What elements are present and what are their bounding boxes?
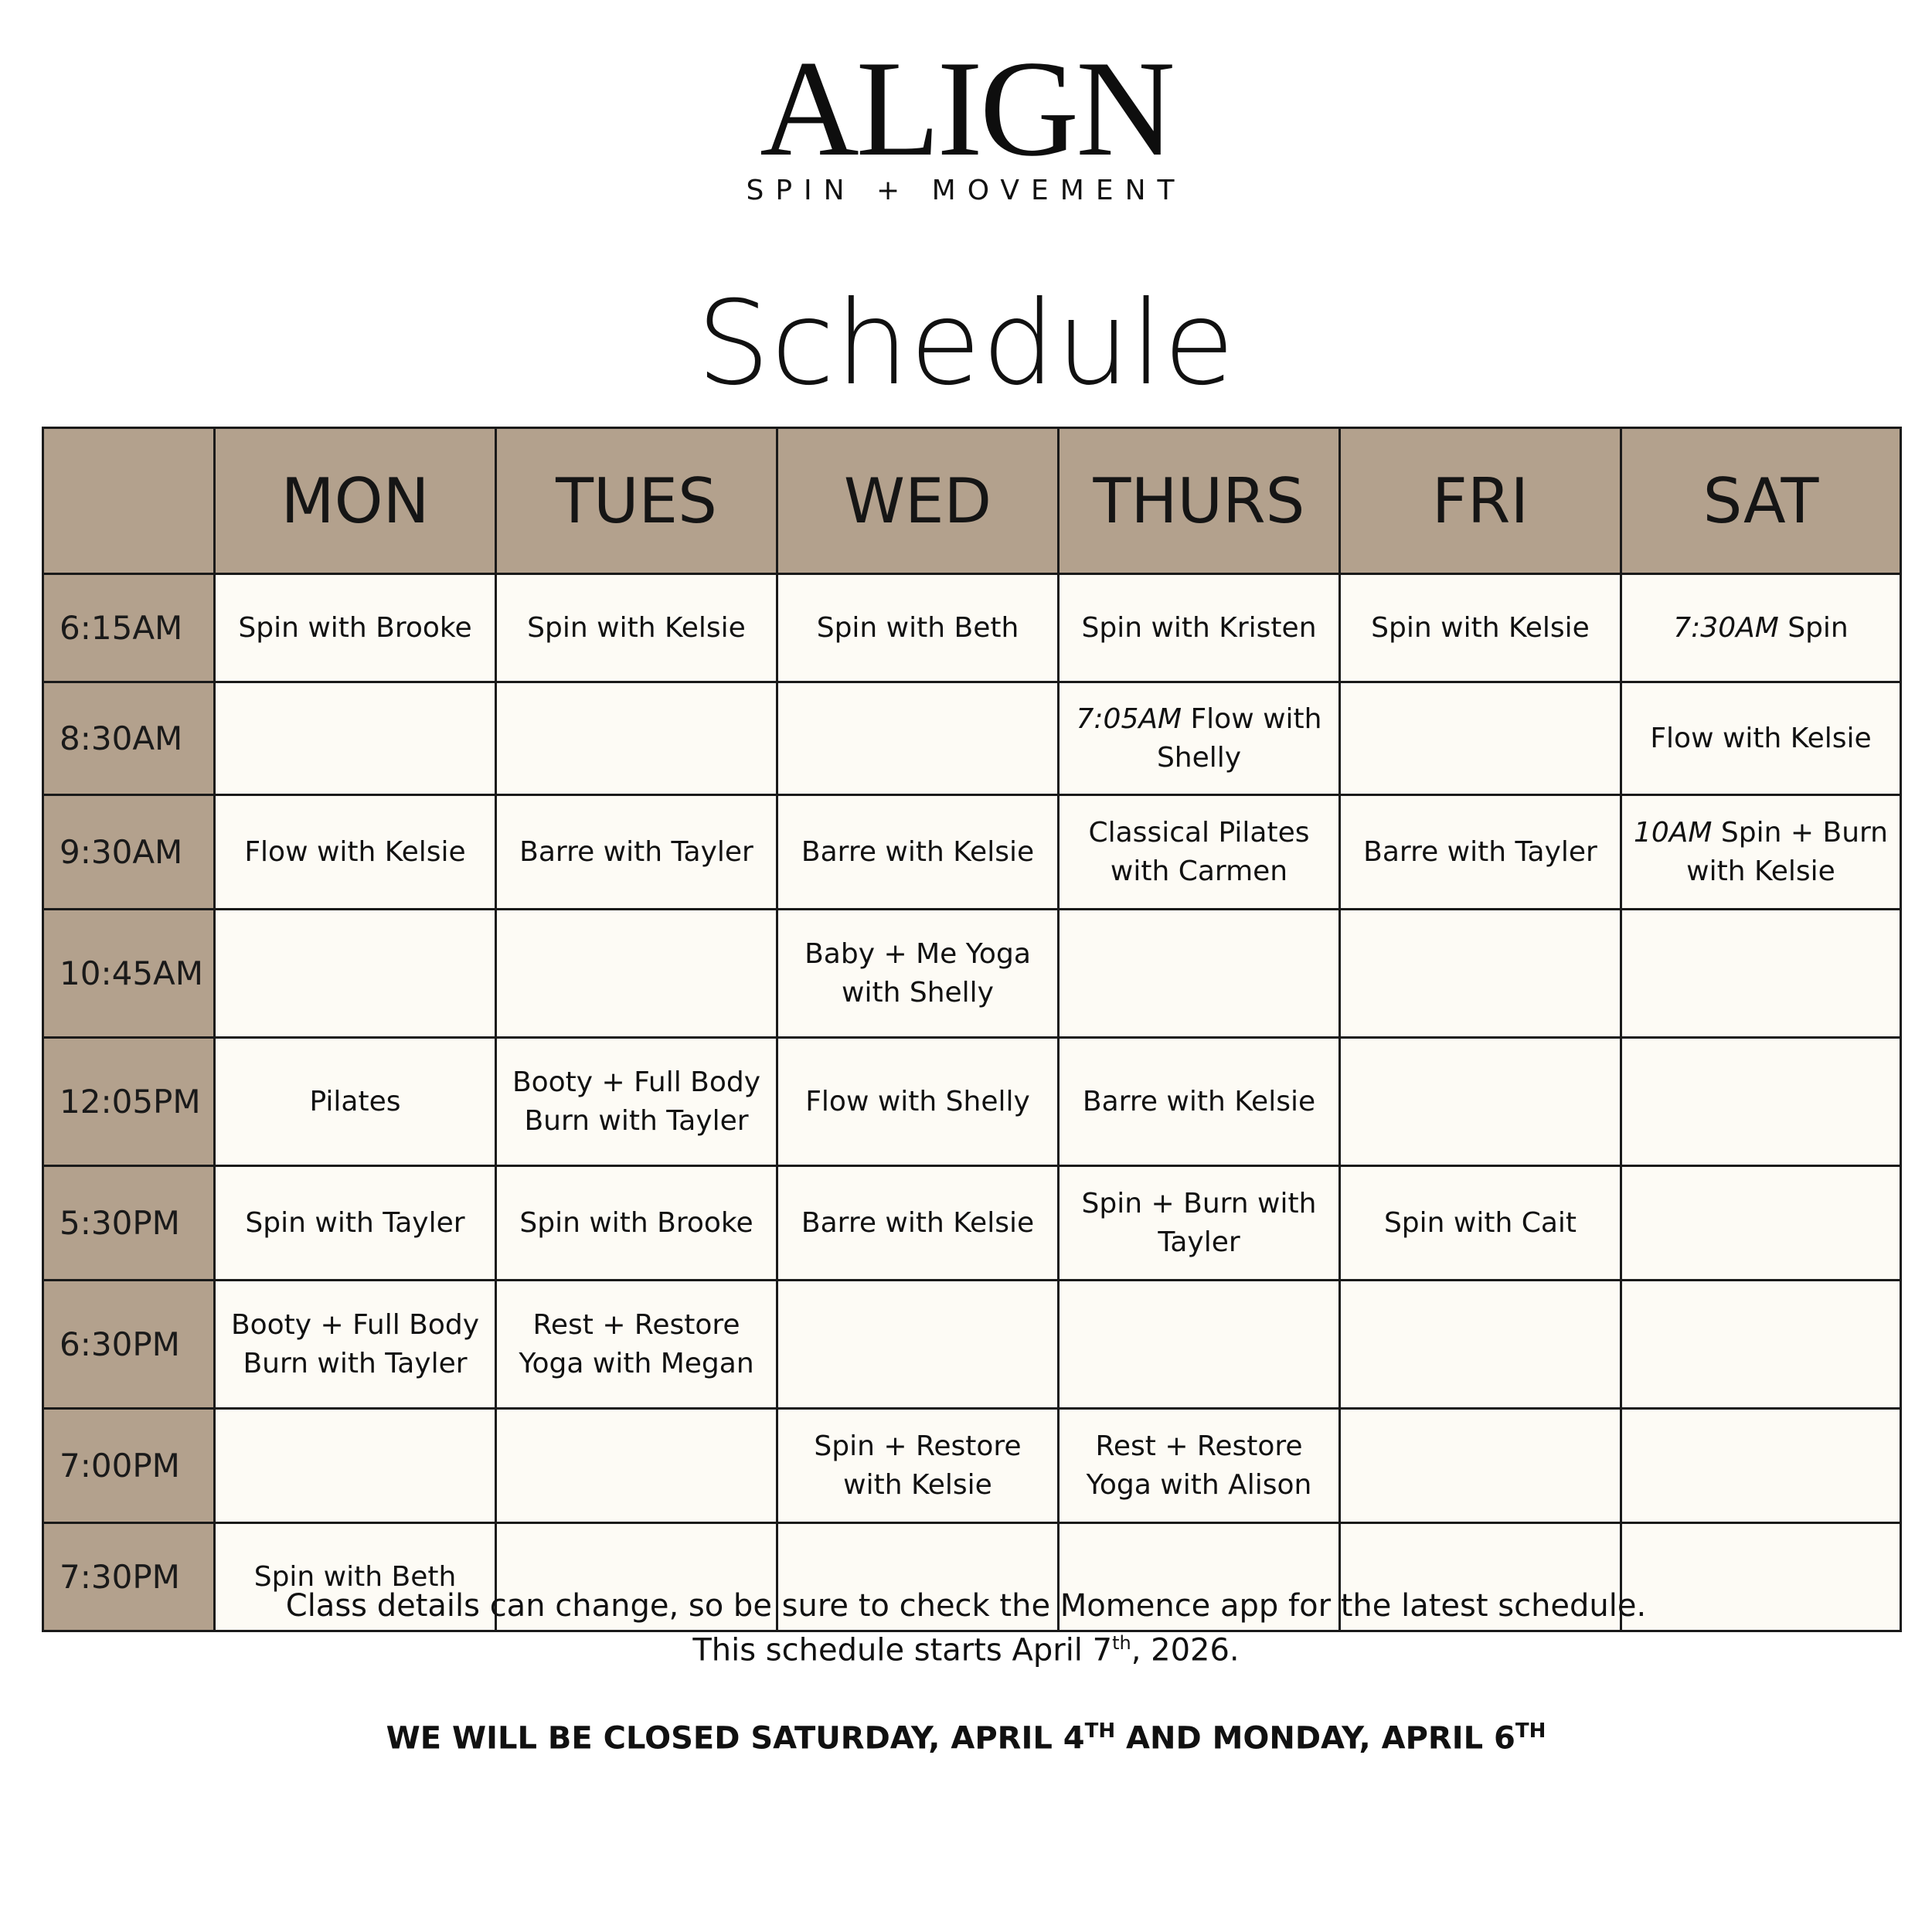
time-label: 9:30AM	[43, 795, 215, 910]
class-name: Spin with Brooke	[519, 1206, 753, 1239]
class-name: Spin with Beth	[253, 1560, 457, 1593]
class-cell-fri	[1340, 574, 1621, 682]
class-cell-wed	[777, 1409, 1059, 1523]
class-cell-wed	[777, 1166, 1059, 1281]
day-header-tues: TUES	[496, 428, 777, 574]
class-name: Flow with Kelsie	[1650, 722, 1872, 754]
class-cell-tues	[496, 1166, 777, 1281]
class-name: Classical Pilates with Carmen	[1088, 816, 1310, 887]
logo-wordmark: ALIGN	[760, 32, 1172, 185]
class-name: Booty + Full Body Burn with Tayler	[230, 1308, 480, 1379]
class-name: Barre with Tayler	[519, 835, 753, 868]
class-cell-sat	[1621, 1409, 1901, 1523]
corner-cell	[43, 428, 215, 574]
class-name: Spin with Beth	[816, 611, 1019, 644]
day-header-wed: WED	[777, 428, 1059, 574]
class-cell-sat	[1621, 910, 1901, 1038]
closure-suffix-1: TH	[1084, 1719, 1116, 1743]
class-cell-mon	[215, 910, 496, 1038]
class-cell-thurs	[1059, 1281, 1340, 1409]
time-label: 6:15AM	[43, 574, 215, 682]
class-cell-mon	[215, 1166, 496, 1281]
schedule-table	[42, 427, 1902, 1632]
class-cell-tues	[496, 910, 777, 1038]
class-cell-tues	[496, 682, 777, 795]
class-cell-fri	[1340, 1409, 1621, 1523]
class-name: Spin with Cait	[1383, 1206, 1577, 1239]
class-cell-wed	[777, 682, 1059, 795]
class-name: Booty + Full Body Burn with Tayler	[512, 1066, 761, 1137]
schedule-row	[43, 910, 1901, 1038]
class-cell-wed	[777, 910, 1059, 1038]
class-cell-tues	[496, 1038, 777, 1166]
class-cell-sat	[1621, 682, 1901, 795]
class-cell-tues	[496, 1409, 777, 1523]
logo-tagline: SPIN + MOVEMENT	[746, 175, 1186, 206]
time-label: 10:45AM	[43, 910, 215, 1038]
schedule-row	[43, 1038, 1901, 1166]
schedule-row	[43, 1281, 1901, 1409]
class-name: Barre with Kelsie	[801, 1206, 1035, 1239]
class-cell-thurs	[1059, 910, 1340, 1038]
note-line-1: Class details can change, so be sure to check the Momence app for the latest schedule.	[285, 1588, 1647, 1624]
class-cell-fri	[1340, 1038, 1621, 1166]
class-name: Rest + Restore Yoga with Alison	[1086, 1430, 1312, 1501]
time-label: 6:30PM	[43, 1281, 215, 1409]
class-cell-thurs	[1059, 795, 1340, 910]
class-cell-thurs	[1059, 682, 1340, 795]
class-time-prefix: 7:05AM	[1076, 702, 1182, 735]
class-name: Spin with Tayler	[245, 1206, 465, 1239]
class-name: Spin	[1778, 611, 1849, 644]
class-cell-mon	[215, 1038, 496, 1166]
schedule-row	[43, 1409, 1901, 1523]
class-time-prefix: 7:30AM	[1673, 611, 1779, 644]
time-label: 7:30PM	[43, 1523, 215, 1631]
day-header-sat: SAT	[1621, 428, 1901, 574]
class-name: Barre with Kelsie	[801, 835, 1035, 868]
time-label: 7:00PM	[43, 1409, 215, 1523]
class-cell-wed	[777, 1038, 1059, 1166]
class-cell-sat	[1621, 795, 1901, 910]
time-label: 8:30AM	[43, 682, 215, 795]
class-cell-sat	[1621, 574, 1901, 682]
class-name: Baby + Me Yoga with Shelly	[804, 937, 1031, 1009]
class-cell-fri	[1340, 1281, 1621, 1409]
start-date-note	[0, 1632, 1932, 1668]
class-name: Spin + Burn with Kelsie	[1686, 816, 1888, 887]
class-cell-wed	[777, 1281, 1059, 1409]
header-row	[43, 428, 1901, 574]
class-cell-fri	[1340, 795, 1621, 910]
schedule-row	[43, 1166, 1901, 1281]
page-title: Schedule	[696, 277, 1236, 411]
class-name: Spin with Brooke	[238, 611, 472, 644]
align-logo	[0, 32, 1932, 206]
closure-text-2: AND MONDAY, APRIL 6	[1115, 1720, 1515, 1757]
day-header-fri: FRI	[1340, 428, 1621, 574]
class-cell-sat	[1621, 1281, 1901, 1409]
class-cell-fri	[1340, 682, 1621, 795]
class-cell-thurs	[1059, 574, 1340, 682]
class-cell-mon	[215, 574, 496, 682]
start-date-text: This schedule starts April 7	[692, 1632, 1113, 1668]
class-cell-tues	[496, 574, 777, 682]
class-name: Pilates	[309, 1085, 401, 1117]
schedule-row	[43, 795, 1901, 910]
class-cell-mon	[215, 795, 496, 910]
class-name: Spin + Burn with Tayler	[1081, 1187, 1317, 1258]
class-name: Barre with Tayler	[1363, 835, 1597, 868]
start-date-suffix: th	[1112, 1632, 1131, 1654]
class-cell-mon	[215, 682, 496, 795]
time-label: 5:30PM	[43, 1166, 215, 1281]
class-name: Flow with Shelly	[1156, 702, 1322, 774]
class-name: Flow with Shelly	[805, 1085, 1030, 1117]
class-cell-thurs	[1059, 1409, 1340, 1523]
class-name: Flow with Kelsie	[244, 835, 466, 868]
class-name: Barre with Kelsie	[1082, 1085, 1316, 1117]
class-name: Rest + Restore Yoga with Megan	[519, 1308, 754, 1379]
closure-text-1: WE WILL BE CLOSED SATURDAY, APRIL 4	[386, 1720, 1085, 1757]
class-name: Spin with Kelsie	[527, 611, 746, 644]
class-cell-mon	[215, 1281, 496, 1409]
schedule-row	[43, 574, 1901, 682]
day-header-thurs: THURS	[1059, 428, 1340, 574]
class-name: Spin with Kristen	[1081, 611, 1317, 644]
start-date-year: , 2026.	[1131, 1632, 1240, 1668]
class-cell-fri	[1340, 910, 1621, 1038]
class-name: Spin + Restore with Kelsie	[814, 1430, 1022, 1501]
class-cell-wed	[777, 574, 1059, 682]
schedule-note	[0, 1588, 1932, 1624]
class-time-prefix: 10AM	[1633, 816, 1713, 849]
class-cell-mon	[215, 1409, 496, 1523]
class-cell-thurs	[1059, 1038, 1340, 1166]
class-cell-wed	[777, 795, 1059, 910]
class-cell-fri	[1340, 1166, 1621, 1281]
class-cell-sat	[1621, 1166, 1901, 1281]
class-cell-tues	[496, 795, 777, 910]
closure-suffix-2: TH	[1515, 1719, 1546, 1743]
class-name: Spin with Kelsie	[1371, 611, 1590, 644]
class-cell-tues	[496, 1281, 777, 1409]
time-label: 12:05PM	[43, 1038, 215, 1166]
schedule-row	[43, 682, 1901, 795]
class-cell-thurs	[1059, 1166, 1340, 1281]
day-header-mon: MON	[215, 428, 496, 574]
class-cell-sat	[1621, 1038, 1901, 1166]
closure-notice	[0, 1719, 1932, 1756]
